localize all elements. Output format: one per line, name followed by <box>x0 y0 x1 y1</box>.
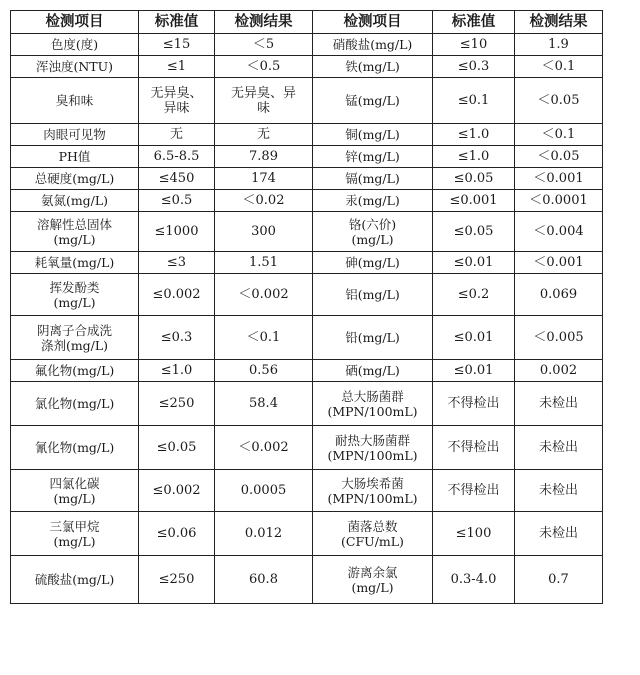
table-row <box>11 78 603 124</box>
item-cell-2: 锌(mg/L) <box>313 146 433 168</box>
result-cell-2: 未检出 <box>515 382 603 426</box>
table-row <box>11 34 603 56</box>
result-cell: 无异臭、异 味 <box>215 78 313 124</box>
item-cell: 臭和味 <box>11 78 139 124</box>
table-row <box>11 124 603 146</box>
item-cell-2: 汞(mg/L) <box>313 190 433 212</box>
item-cell-2: 耐热大肠菌群 (MPN/100mL) <box>313 426 433 470</box>
standard-cell-2: ≤100 <box>433 512 515 556</box>
standard-cell-2: ≤0.05 <box>433 168 515 190</box>
standard-cell: ≤1 <box>139 56 215 78</box>
water-quality-table <box>10 10 603 604</box>
header-test-item: 检测项目 <box>11 11 139 34</box>
standard-cell-2: ≤0.3 <box>433 56 515 78</box>
item-cell: 阴离子合成洗 涤剂(mg/L) <box>11 316 139 360</box>
result-cell: ＜0.02 <box>215 190 313 212</box>
standard-cell-2: 不得检出 <box>433 426 515 470</box>
result-cell: 7.89 <box>215 146 313 168</box>
item-cell: 氰化物(mg/L) <box>11 426 139 470</box>
item-cell: 溶解性总固体 (mg/L) <box>11 212 139 252</box>
item-cell: 挥发酚类 (mg/L) <box>11 274 139 316</box>
result-cell-2: 未检出 <box>515 426 603 470</box>
item-cell-2: 铬(六价) (mg/L) <box>313 212 433 252</box>
item-cell-2: 砷(mg/L) <box>313 252 433 274</box>
standard-cell: ≤1000 <box>139 212 215 252</box>
item-cell: 氟化物(mg/L) <box>11 360 139 382</box>
standard-cell: ≤0.002 <box>139 470 215 512</box>
item-cell-2: 铜(mg/L) <box>313 124 433 146</box>
standard-cell-2: 0.3-4.0 <box>433 556 515 604</box>
standard-cell-2: ≤10 <box>433 34 515 56</box>
header-test-result: 检测结果 <box>215 11 313 34</box>
header-standard-value: 标准值 <box>139 11 215 34</box>
table-row <box>11 316 603 360</box>
result-cell: 174 <box>215 168 313 190</box>
item-cell-2: 铝(mg/L) <box>313 274 433 316</box>
result-cell-2: 0.7 <box>515 556 603 604</box>
result-cell: ＜0.002 <box>215 274 313 316</box>
result-cell: 300 <box>215 212 313 252</box>
item-cell: 硫酸盐(mg/L) <box>11 556 139 604</box>
standard-cell-2: ≤0.01 <box>433 316 515 360</box>
item-cell: 四氯化碳 (mg/L) <box>11 470 139 512</box>
result-cell: 0.56 <box>215 360 313 382</box>
result-cell-2: ＜0.004 <box>515 212 603 252</box>
result-cell-2: ＜0.001 <box>515 168 603 190</box>
table-row <box>11 252 603 274</box>
item-cell: PH值 <box>11 146 139 168</box>
item-cell-2: 大肠埃希菌 (MPN/100mL) <box>313 470 433 512</box>
result-cell-2: ＜0.0001 <box>515 190 603 212</box>
standard-cell: ≤15 <box>139 34 215 56</box>
standard-cell: ≤450 <box>139 168 215 190</box>
table-body <box>11 34 603 604</box>
header-test-result-2: 检测结果 <box>515 11 603 34</box>
standard-cell: ≤3 <box>139 252 215 274</box>
item-cell-2: 菌落总数 (CFU/mL) <box>313 512 433 556</box>
table-row <box>11 56 603 78</box>
result-cell: 0.012 <box>215 512 313 556</box>
item-cell: 色度(度) <box>11 34 139 56</box>
item-cell-2: 铁(mg/L) <box>313 56 433 78</box>
item-cell-2: 铅(mg/L) <box>313 316 433 360</box>
result-cell-2: ＜0.1 <box>515 56 603 78</box>
standard-cell-2: ≤0.2 <box>433 274 515 316</box>
result-cell-2: 0.069 <box>515 274 603 316</box>
table-header-row <box>11 11 603 34</box>
result-cell-2: 1.9 <box>515 34 603 56</box>
table-row <box>11 360 603 382</box>
result-cell: ＜0.002 <box>215 426 313 470</box>
item-cell: 氯化物(mg/L) <box>11 382 139 426</box>
water-quality-report <box>10 10 603 604</box>
table-row <box>11 512 603 556</box>
standard-cell: ≤250 <box>139 556 215 604</box>
table-row <box>11 470 603 512</box>
table-row <box>11 146 603 168</box>
table-row <box>11 212 603 252</box>
standard-cell: ≤250 <box>139 382 215 426</box>
item-cell: 总硬度(mg/L) <box>11 168 139 190</box>
result-cell: ＜0.5 <box>215 56 313 78</box>
standard-cell-2: 不得检出 <box>433 382 515 426</box>
standard-cell-2: ≤0.01 <box>433 252 515 274</box>
standard-cell: 6.5-8.5 <box>139 146 215 168</box>
result-cell-2: 未检出 <box>515 470 603 512</box>
standard-cell: ≤0.06 <box>139 512 215 556</box>
standard-cell: 无异臭、 异味 <box>139 78 215 124</box>
header-test-item-2: 检测项目 <box>313 11 433 34</box>
item-cell-2: 硒(mg/L) <box>313 360 433 382</box>
item-cell-2: 总大肠菌群 (MPN/100mL) <box>313 382 433 426</box>
table-row <box>11 274 603 316</box>
table-row <box>11 168 603 190</box>
header-standard-value-2: 标准值 <box>433 11 515 34</box>
standard-cell: ≤1.0 <box>139 360 215 382</box>
standard-cell: ≤0.05 <box>139 426 215 470</box>
result-cell: 60.8 <box>215 556 313 604</box>
table-row <box>11 426 603 470</box>
standard-cell-2: ≤0.01 <box>433 360 515 382</box>
item-cell-2: 游离余氯 (mg/L) <box>313 556 433 604</box>
result-cell-2: 0.002 <box>515 360 603 382</box>
standard-cell-2: ≤0.001 <box>433 190 515 212</box>
result-cell: ＜0.1 <box>215 316 313 360</box>
result-cell: 1.51 <box>215 252 313 274</box>
item-cell-2: 锰(mg/L) <box>313 78 433 124</box>
standard-cell: 无 <box>139 124 215 146</box>
table-row <box>11 190 603 212</box>
table-row <box>11 382 603 426</box>
standard-cell-2: 不得检出 <box>433 470 515 512</box>
standard-cell-2: ≤1.0 <box>433 124 515 146</box>
result-cell-2: 未检出 <box>515 512 603 556</box>
standard-cell: ≤0.5 <box>139 190 215 212</box>
standard-cell: ≤0.002 <box>139 274 215 316</box>
item-cell: 氨氮(mg/L) <box>11 190 139 212</box>
result-cell-2: ＜0.05 <box>515 146 603 168</box>
result-cell: ＜5 <box>215 34 313 56</box>
standard-cell: ≤0.3 <box>139 316 215 360</box>
item-cell-2: 硝酸盐(mg/L) <box>313 34 433 56</box>
standard-cell-2: ≤0.05 <box>433 212 515 252</box>
item-cell-2: 镉(mg/L) <box>313 168 433 190</box>
result-cell-2: ＜0.05 <box>515 78 603 124</box>
result-cell-2: ＜0.001 <box>515 252 603 274</box>
item-cell: 浑浊度(NTU) <box>11 56 139 78</box>
item-cell: 三氯甲烷 (mg/L) <box>11 512 139 556</box>
result-cell: 58.4 <box>215 382 313 426</box>
result-cell-2: ＜0.1 <box>515 124 603 146</box>
standard-cell-2: ≤0.1 <box>433 78 515 124</box>
item-cell: 肉眼可见物 <box>11 124 139 146</box>
result-cell-2: ＜0.005 <box>515 316 603 360</box>
standard-cell-2: ≤1.0 <box>433 146 515 168</box>
item-cell: 耗氧量(mg/L) <box>11 252 139 274</box>
result-cell: 0.0005 <box>215 470 313 512</box>
result-cell: 无 <box>215 124 313 146</box>
table-row <box>11 556 603 604</box>
